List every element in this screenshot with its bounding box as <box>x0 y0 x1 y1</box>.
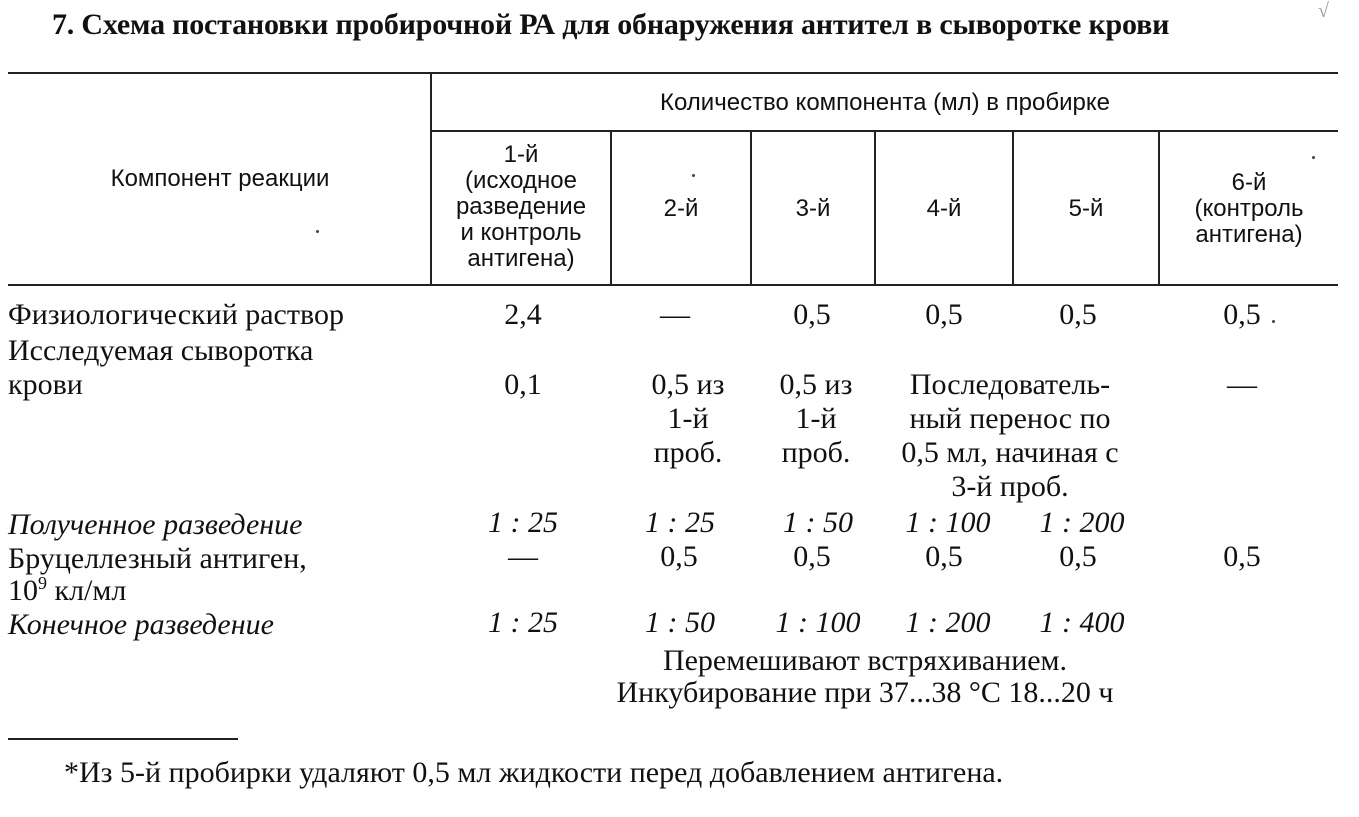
header-tube-3: 3-й <box>795 195 831 222</box>
row-label-antigen: Бруцеллезный антиген, <box>8 542 307 575</box>
cell-saline-3: 0,5 <box>793 298 831 331</box>
header-tube-2: 2-й <box>663 195 699 222</box>
scan-speck <box>1272 320 1275 323</box>
footnote: *Из 5-й пробирки удаляют 0,5 мл жидкости перед добавлением антигена. <box>64 756 1004 789</box>
cell-antigen-1: — <box>508 540 538 573</box>
cell-antigen-5: 0,5 <box>1059 540 1097 573</box>
row-label-obtained-dilution: Полученное разведение <box>8 508 303 541</box>
cell-final-3: 1 : 100 <box>775 606 861 639</box>
cell-serum-3: 0,5 из 1-й проб. <box>779 368 853 469</box>
margin-mark: √ <box>1318 0 1329 22</box>
row-label-saline: Физиологический раствор <box>8 298 344 331</box>
cell-obtained-1: 1 : 25 <box>488 506 558 539</box>
header-sub-rule <box>432 130 1338 132</box>
header-quantity: Количество компонента (мл) в пробирке <box>660 89 1110 116</box>
cell-serum-4-5: Последователь- ный перенос по 0,5 мл, начиная с 3-й проб. <box>901 368 1119 503</box>
cell-saline-5: 0,5 <box>1059 298 1097 331</box>
header-tube-6: 6-й (контроль антигена) <box>1194 169 1304 248</box>
cell-final-4: 1 : 200 <box>905 606 991 639</box>
scan-speck <box>692 174 695 177</box>
cell-antigen-6: 0,5 <box>1223 540 1261 573</box>
footnote-rule <box>8 738 238 740</box>
cell-saline-2: — <box>660 298 690 331</box>
row-label-serum: Исследуемая сыворотка <box>8 334 314 367</box>
cell-serum-1: 0,1 <box>504 368 542 401</box>
cell-final-5: 1 : 400 <box>1039 606 1125 639</box>
cell-saline-1: 2,4 <box>504 298 542 331</box>
cell-obtained-5: 1 : 200 <box>1039 506 1125 539</box>
cell-obtained-4: 1 : 100 <box>905 506 991 539</box>
instruction-mixing: Перемешивают встряхиванием. <box>662 644 1068 677</box>
cell-final-2: 1 : 50 <box>645 606 715 639</box>
cell-final-1: 1 : 25 <box>488 606 558 639</box>
cell-serum-2: 0,5 из 1-й проб. <box>651 368 725 469</box>
header-tube-4: 4-й <box>926 195 962 222</box>
scan-speck <box>1312 156 1315 159</box>
cell-serum-6: — <box>1227 368 1257 401</box>
cell-antigen-4: 0,5 <box>925 540 963 573</box>
row-label-final-dilution: Конечное разведение <box>8 608 274 641</box>
scan-speck <box>316 230 319 233</box>
table-top-rule <box>8 72 1338 74</box>
header-tube-1: 1-й (исходное разведение и контроль антигена) <box>455 141 587 272</box>
cell-saline-4: 0,5 <box>925 298 963 331</box>
page-title: 7. Схема постановки пробирочной РА для обнаружения антител в сыворотке крови <box>52 8 1170 41</box>
cell-saline-6: 0,5 <box>1223 298 1261 331</box>
header-bottom-rule <box>8 284 1338 286</box>
header-component: Компонент реакции <box>110 165 330 192</box>
cell-obtained-3: 1 : 50 <box>783 506 853 539</box>
header-tube-5: 5-й <box>1068 195 1104 222</box>
row-label-antigen-unit: $10^9$ кл/мл <box>8 573 127 607</box>
cell-obtained-2: 1 : 25 <box>645 506 715 539</box>
cell-antigen-2: 0,5 <box>660 540 698 573</box>
instruction-incubation: Инкубирование при 37...38 °С 18...20 ч <box>616 676 1114 709</box>
row-label-serum-cont: крови <box>8 368 83 401</box>
cell-antigen-3: 0,5 <box>793 540 831 573</box>
